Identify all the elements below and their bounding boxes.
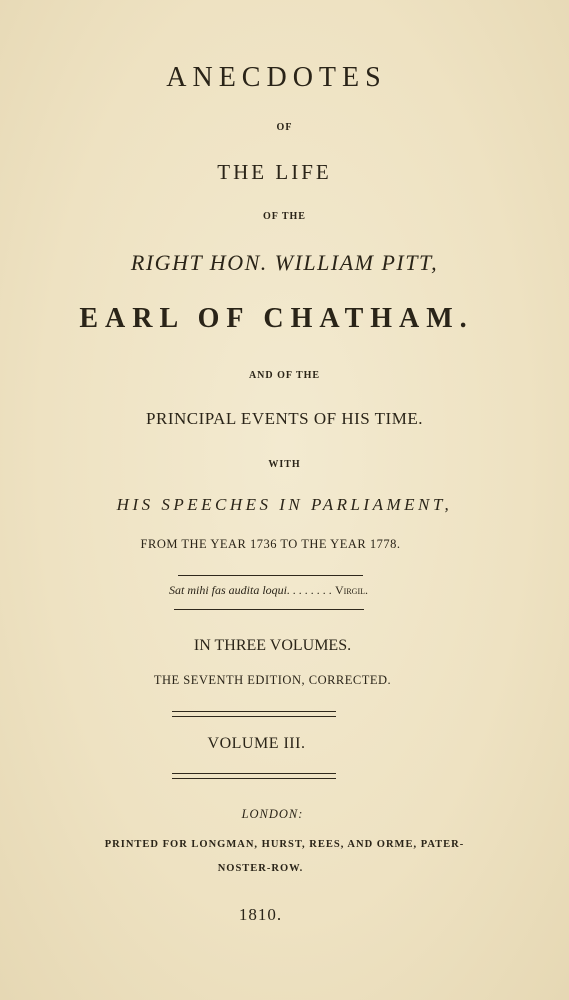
connector-of-the: OF THE (263, 211, 306, 222)
subject-name: RIGHT HON. WILLIAM PITT, (130, 250, 439, 275)
principal-events: PRINCIPAL EVENTS OF HIS TIME. (146, 409, 423, 428)
epigraph-source: Virgil. (335, 583, 368, 597)
epigraph-quote: Sat mihi fas audita loqui. . . . . . . . (168, 583, 332, 597)
edition: THE SEVENTH EDITION, CORRECTED. (153, 673, 392, 687)
rule-double-upper (172, 711, 336, 717)
printer-line-1: PRINTED FOR LONGMAN, HURST, REES, AND ORME, PATER- (104, 839, 465, 850)
connector-of: OF (276, 122, 293, 133)
epigraph (0, 583, 553, 598)
volumes-count: IN THREE VOLUMES. (193, 637, 352, 654)
printer-line-2: NOSTER-ROW. (217, 863, 304, 874)
year-range: FROM THE YEAR 1736 TO THE YEAR 1778. (140, 537, 401, 551)
volume-number: VOLUME III. (207, 735, 306, 752)
rule-bottom-epigraph (174, 609, 364, 610)
the-life: THE LIFE (217, 160, 332, 184)
speeches-heading: HIS SPEECHES IN PARLIAMENT, (116, 495, 453, 514)
connector-with: WITH (268, 459, 301, 470)
rule-top-epigraph (178, 575, 363, 576)
place: LONDON: (241, 807, 304, 821)
publication-year: 1810. (238, 905, 283, 924)
subject-title: EARL OF CHATHAM. (79, 303, 474, 334)
connector-and-of-the: AND OF THE (248, 370, 321, 381)
book-title: ANECDOTES (166, 62, 387, 93)
rule-double-lower (172, 773, 336, 779)
